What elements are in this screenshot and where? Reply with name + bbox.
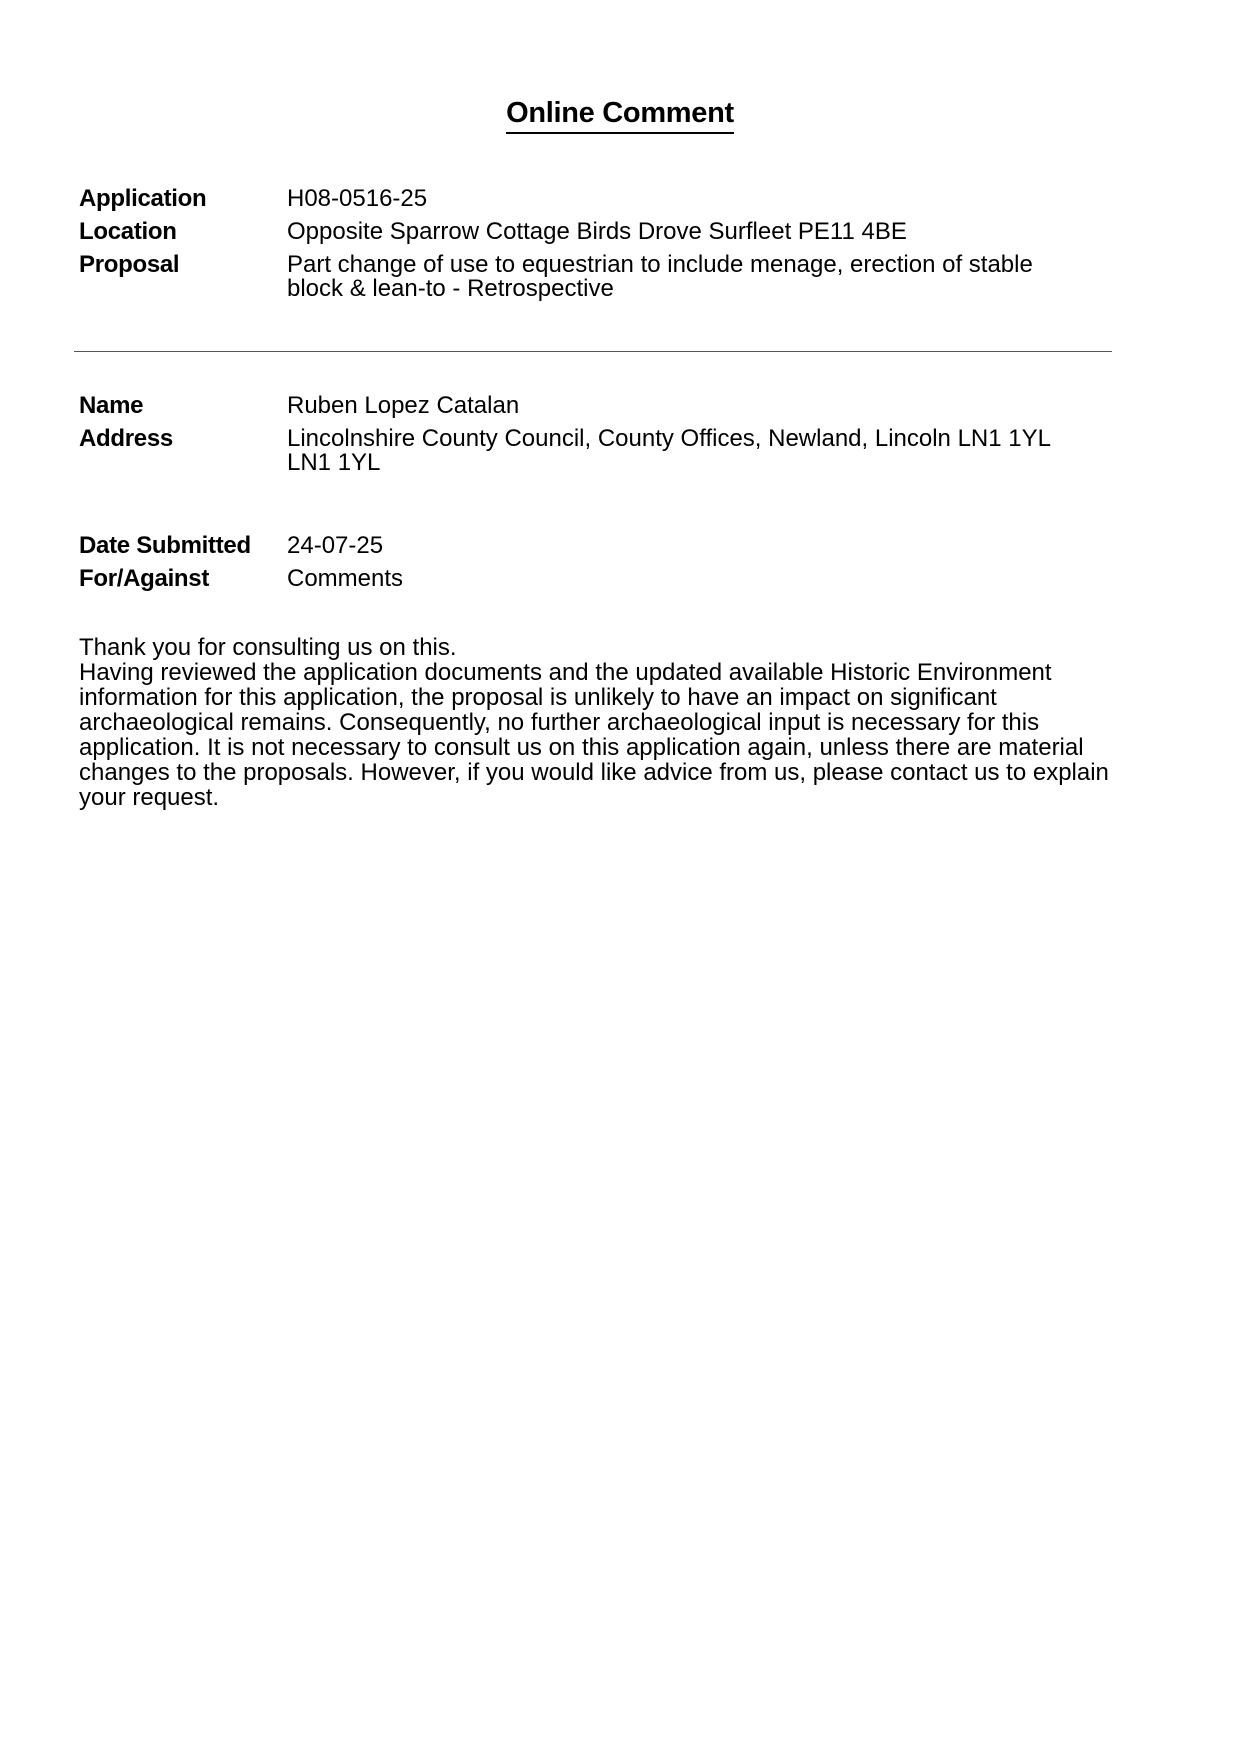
for-against-row (79, 567, 1124, 591)
date-submitted-label: Date Submitted (79, 532, 251, 559)
name-value: Ruben Lopez Catalan (287, 392, 520, 419)
application-value: H08-0516-25 (287, 185, 428, 212)
page-title-text: Online Comment (506, 96, 734, 134)
application-details (79, 187, 1124, 310)
section-divider (74, 351, 1112, 352)
comment-body (79, 635, 1124, 810)
application-label: Application (79, 185, 207, 212)
date-submitted-value: 24-07-25 (287, 532, 384, 559)
name-row (79, 394, 1124, 418)
page-title (0, 96, 1240, 134)
for-against-value: Comments (287, 565, 404, 592)
proposal-row (79, 253, 1124, 301)
proposal-value: Part change of use to equestrian to include menage, erection of stable block & lean-to - Retrospective (287, 251, 1033, 302)
comment-text: Having reviewed the application documents and the updated available Historic Environment information for this application, the proposal is unlikely to have an impact on significant archaeological remains. Consequently, no further archaeological input is necessary for this application. It is not necessary to consult us on this application again, unless there are material changes to the proposals. However, if you would like advice from us, please contact us to explain your request. (79, 659, 1109, 811)
location-value: Opposite Sparrow Cottage Birds Drove Surfleet PE11 4BE (287, 218, 907, 245)
address-label: Address (79, 425, 173, 452)
comment-intro: Thank you for consulting us on this. (79, 634, 457, 661)
address-row (79, 427, 1124, 475)
proposal-label: Proposal (79, 251, 180, 278)
commenter-details (79, 394, 1124, 484)
application-row (79, 187, 1124, 211)
location-row (79, 220, 1124, 244)
address-value: Lincolnshire County Council, County Offices, Newland, Lincoln LN1 1YL LN1 1YL (287, 425, 1051, 476)
name-label: Name (79, 392, 144, 419)
location-label: Location (79, 218, 177, 245)
for-against-label: For/Against (79, 565, 210, 592)
date-submitted-row (79, 534, 1124, 558)
submission-details (79, 534, 1124, 600)
